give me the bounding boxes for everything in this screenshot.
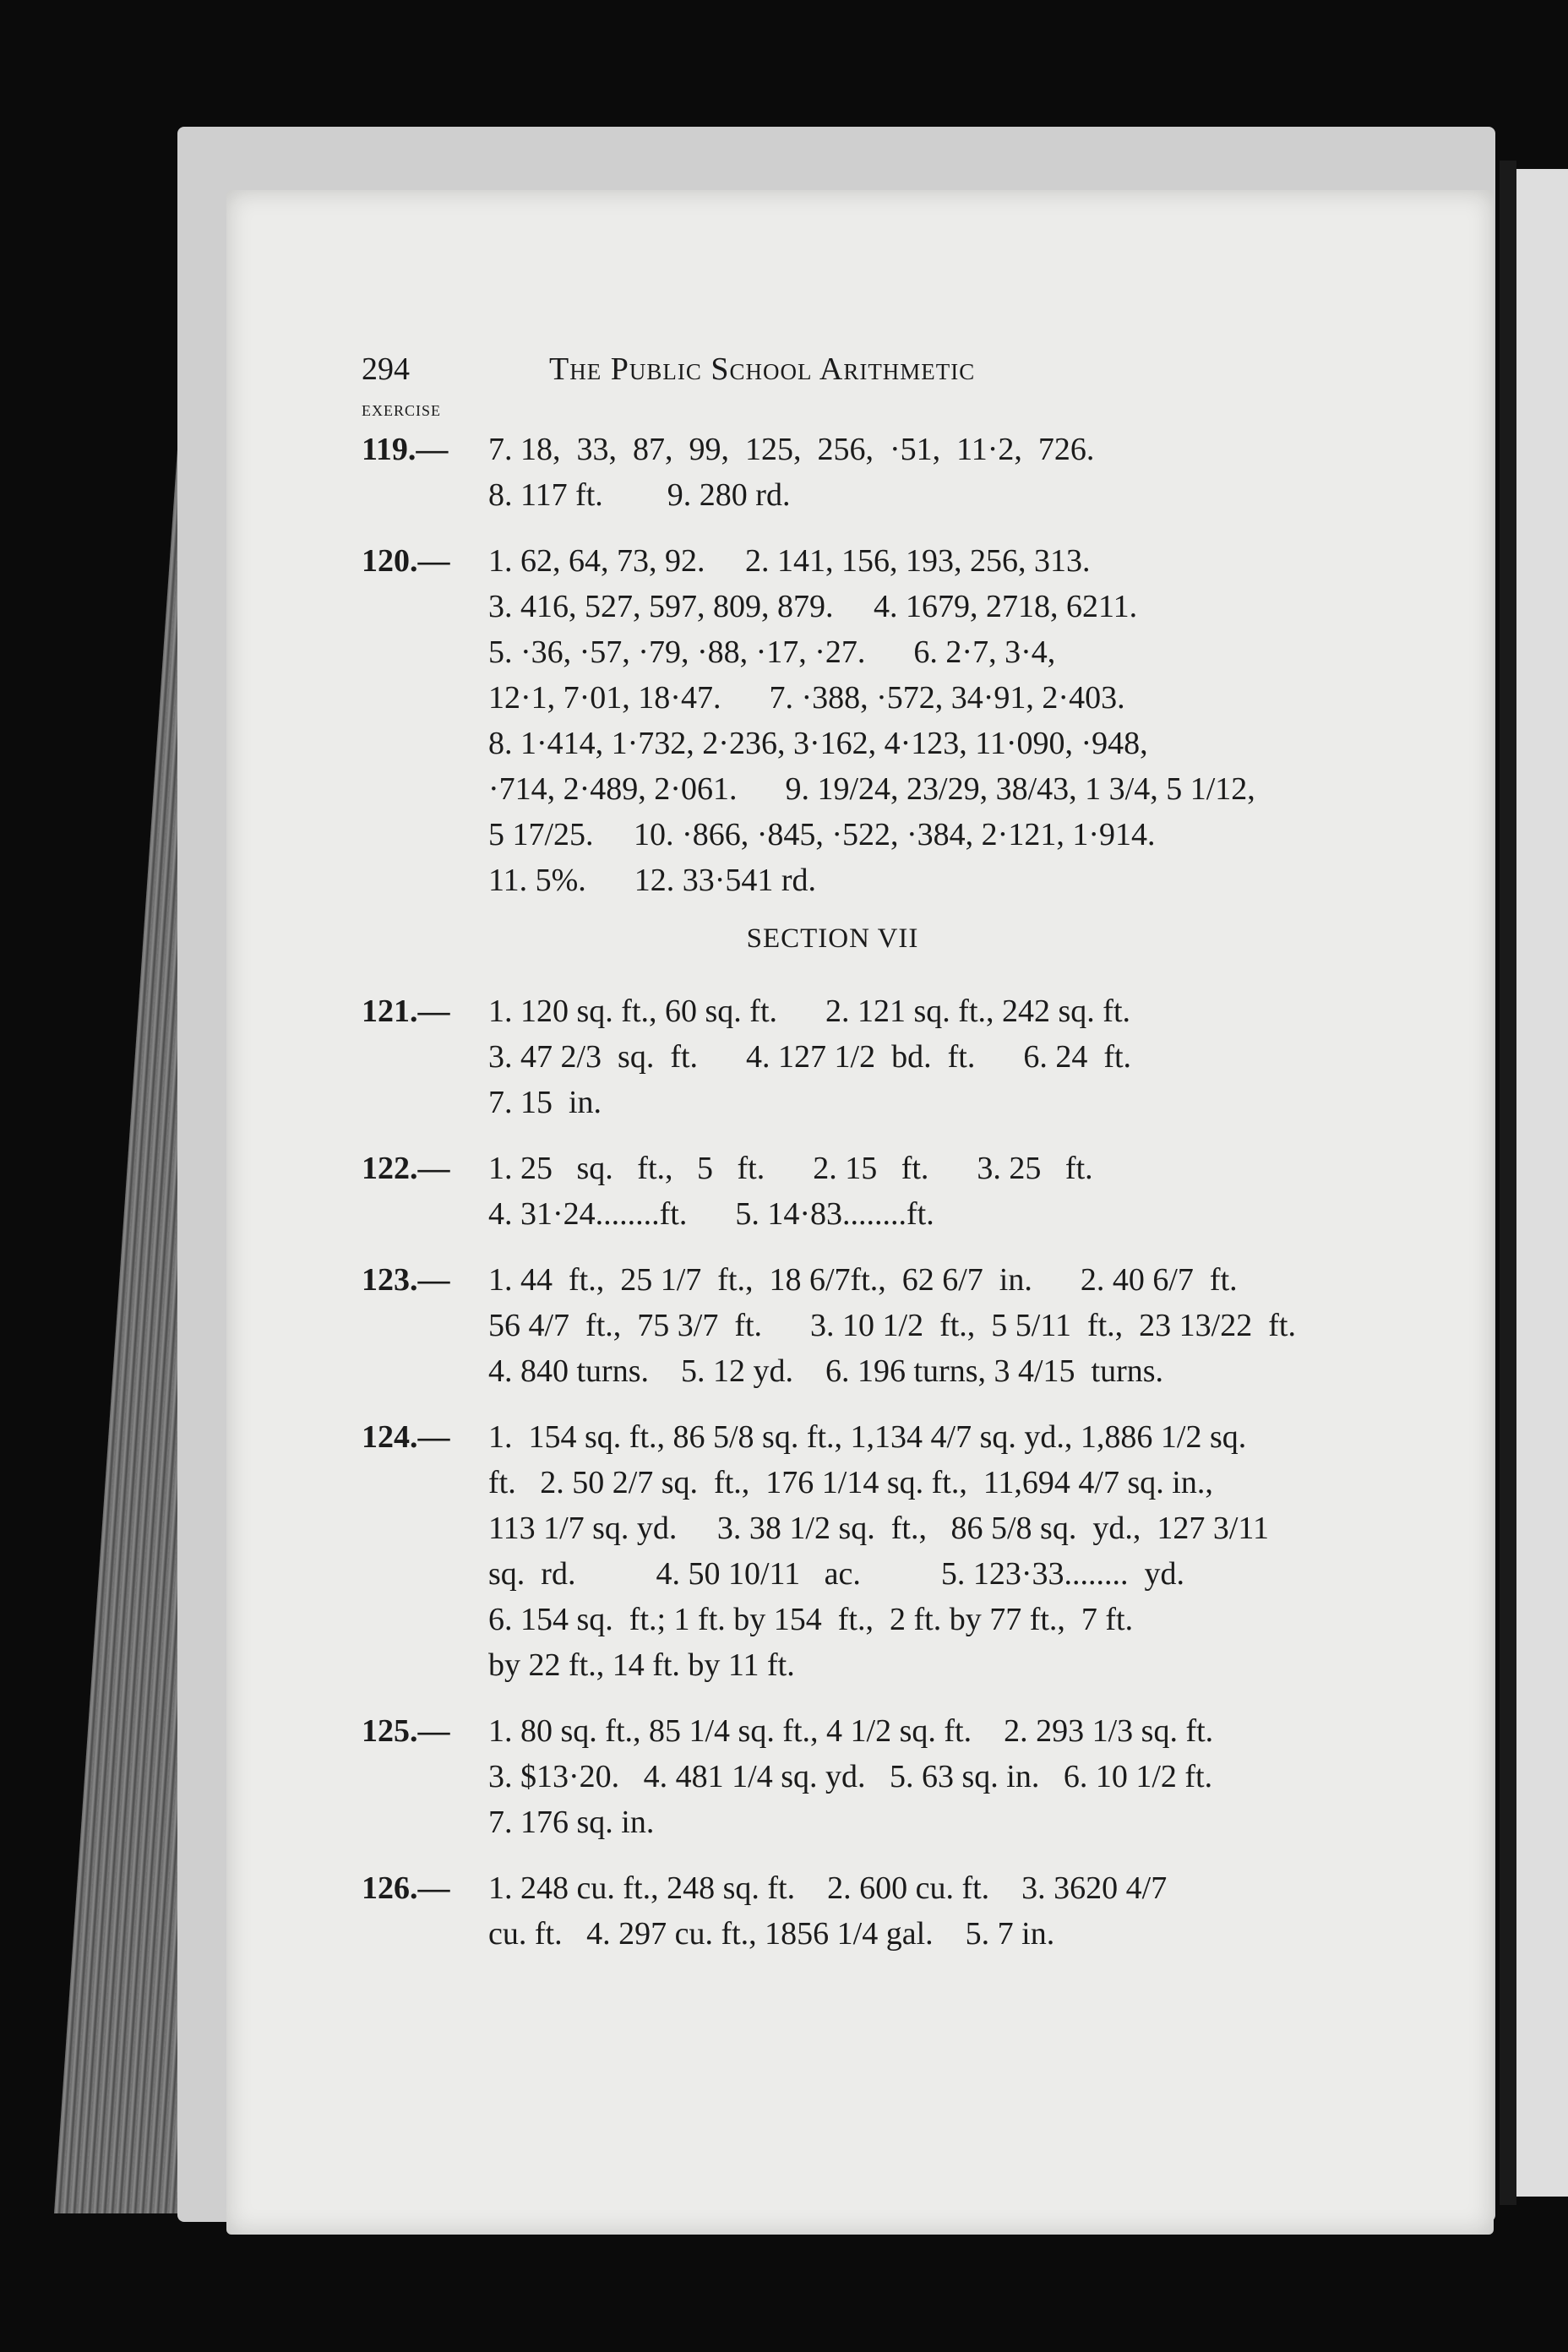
answer-line: 5 17/25. 10. ·866, ·845, ·522, ·384, 2·121, 1·914.	[488, 817, 1156, 852]
answer-line: 1. 44 ft., 25 1/7 ft., 18 6/7ft., 62 6/7 in. 2. 40 6/7 ft.	[488, 1262, 1238, 1298]
answer-line: 12·1, 7·01, 18·47. 7. ·388, ·572, 34·91, 2·403.	[488, 680, 1125, 716]
exercise-answers	[362, 1146, 1304, 1237]
answer-line: 1. 80 sq. ft., 85 1/4 sq. ft., 4 1/2 sq. ft. 2. 293 1/3 sq. ft.	[488, 1713, 1214, 1749]
answer-line: 56 4/7 ft., 75 3/7 ft. 3. 10 1/2 ft., 5 5/11 ft., 23 13/22 ft.	[488, 1308, 1296, 1343]
answer-line: 1. 25 sq. ft., 5 ft. 2. 15 ft. 3. 25 ft.	[488, 1151, 1093, 1186]
answer-line: 3. 47 2/3 sq. ft. 4. 127 1/2 bd. ft. 6. 24 ft.	[488, 1039, 1132, 1075]
answer-line: 7. 15 in.	[488, 1085, 602, 1120]
answer-line: 5. ·36, ·57, ·79, ·88, ·17, ·27. 6. 2·7, 3·4,	[488, 634, 1056, 670]
answer-line: 1. 62, 64, 73, 92. 2. 141, 156, 193, 256, 313.	[488, 543, 1091, 579]
exercise-answers	[362, 1414, 1304, 1688]
exercise-answers	[362, 427, 1304, 518]
answer-line: 8. 1·414, 1·732, 2·236, 3·162, 4·123, 11·090, ·948,	[488, 726, 1148, 761]
exercise-number: 125.—	[362, 1713, 450, 1749]
exercise-number: 121.—	[362, 994, 450, 1029]
exercise-answers	[362, 1865, 1304, 1957]
answer-line: 4. 840 turns. 5. 12 yd. 6. 196 turns, 3 4/15 turns.	[488, 1353, 1164, 1389]
section-heading: SECTION VII	[746, 923, 919, 954]
facing-page	[1516, 169, 1568, 2197]
answer-line: 7. 18, 33, 87, 99, 125, 256, ·51, 11·2, 726.	[488, 432, 1095, 467]
exercise-answers	[362, 1257, 1304, 1394]
answer-line: 3. 416, 527, 597, 809, 879. 4. 1679, 2718, 6211.	[488, 589, 1138, 624]
answer-line: by 22 ft., 14 ft. by 11 ft.	[488, 1647, 795, 1683]
exercise-label: exercise	[362, 398, 442, 421]
exercise-number: 126.—	[362, 1870, 450, 1906]
running-header	[362, 342, 1304, 393]
page-number: 294	[362, 351, 410, 387]
page-text	[362, 342, 1304, 1977]
answer-line: 1. 120 sq. ft., 60 sq. ft. 2. 121 sq. ft., 242 sq. ft.	[488, 994, 1130, 1029]
exercise-number: 119.—	[362, 432, 449, 467]
answer-line: sq. rd. 4. 50 10/11 ac. 5. 123·33........ yd.	[488, 1556, 1184, 1592]
answer-line: ft. 2. 50 2/7 sq. ft., 176 1/14 sq. ft., 11,694 4/7 sq. in.,	[488, 1465, 1213, 1500]
answer-line: ·714, 2·489, 2·061. 9. 19/24, 23/29, 38/43, 1 3/4, 5 1/12,	[488, 771, 1255, 807]
exercise-answers	[362, 538, 1304, 903]
book-gutter	[1500, 161, 1516, 2205]
answers-section-vii	[362, 988, 1304, 1957]
answer-line: 6. 154 sq. ft.; 1 ft. by 154 ft., 2 ft. by 77 ft., 7 ft.	[488, 1602, 1134, 1637]
answer-line: 3. $13·20. 4. 481 1/4 sq. yd. 5. 63 sq. in. 6. 10 1/2 ft.	[488, 1759, 1213, 1794]
exercise-answers	[362, 1708, 1304, 1845]
answer-line: 11. 5%. 12. 33·541 rd.	[488, 863, 817, 898]
book-title: The Public School Arithmetic	[549, 351, 976, 387]
answers-section-vi	[362, 427, 1304, 903]
exercise-number: 124.—	[362, 1419, 450, 1455]
exercise-number: 123.—	[362, 1262, 450, 1298]
answer-line: 4. 31·24........ft. 5. 14·83........ft.	[488, 1196, 934, 1232]
answer-line: 8. 117 ft. 9. 280 rd.	[488, 477, 791, 513]
exercise-answers	[362, 988, 1304, 1125]
answer-line: 113 1/7 sq. yd. 3. 38 1/2 sq. ft., 86 5/8 sq. yd., 127 3/11	[488, 1511, 1269, 1546]
exercise-number: 122.—	[362, 1151, 450, 1186]
answer-line: 1. 154 sq. ft., 86 5/8 sq. ft., 1,134 4/7 sq. yd., 1,886 1/2 sq.	[488, 1419, 1247, 1455]
answer-line: 1. 248 cu. ft., 248 sq. ft. 2. 600 cu. ft. 3. 3620 4/7	[488, 1870, 1168, 1906]
exercise-number: 120.—	[362, 543, 450, 579]
answer-line: 7. 176 sq. in.	[488, 1805, 655, 1840]
answer-line: cu. ft. 4. 297 cu. ft., 1856 1/4 gal. 5. 7 in.	[488, 1916, 1055, 1952]
